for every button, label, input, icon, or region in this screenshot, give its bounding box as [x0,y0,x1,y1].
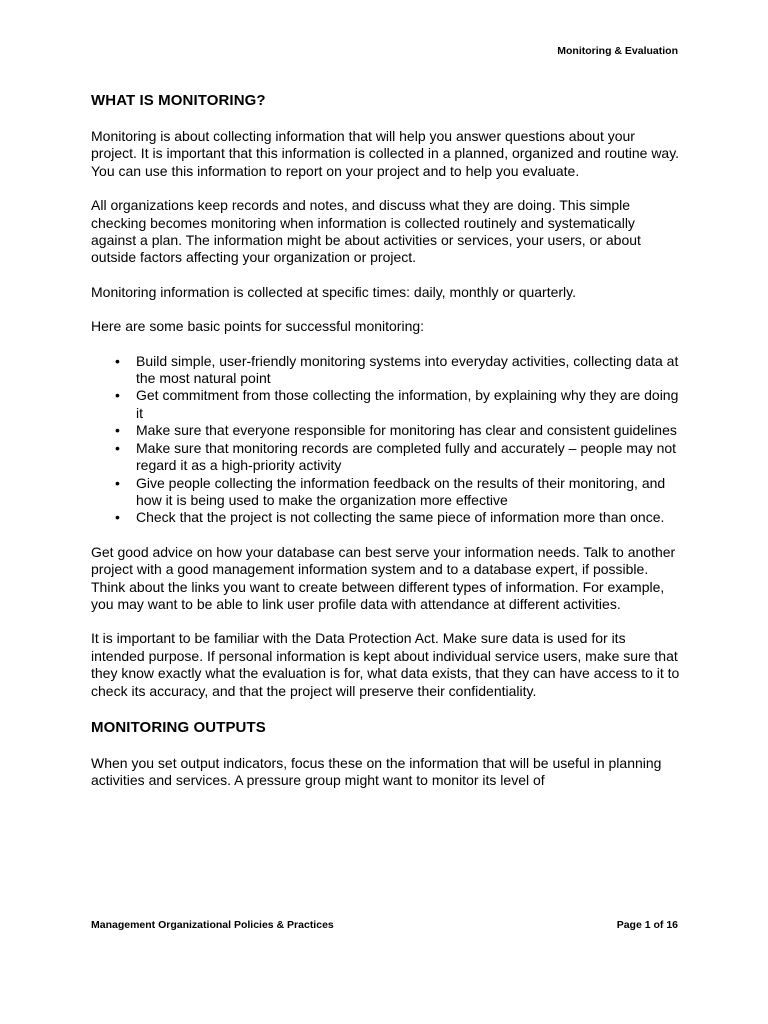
list-item-text: Make sure that monitoring records are completed fully and accurately – people may not regard it as a high-priority activity [136,439,677,474]
list-item [91,440,681,475]
list-item-text: Make sure that everyone responsible for monitoring has clear and consistent guidelines [136,422,677,439]
paragraph: Monitoring information is collected at specific times: daily, monthly or quarterly. [91,283,577,300]
paragraph: All organizations keep records and notes, and discuss what they are doing. This simple checking becomes monitoring when information is collected routinely and systematically against a plan. The information might be about activities or services, your users, or about outside factors affecting your organization or project. [91,197,641,266]
bullet-icon: • [115,509,120,526]
paragraph: It is important to be familiar with the Data Protection Act. Make sure data is used for its intended purpose. If personal information is kept about individual service users, make sure that they know exactly what the evaluation is for, what data exists, that they can have access to it to check its accuracy, and that the project will preserve their confidentiality. [91,630,680,699]
list-item [91,387,681,422]
monitoring-points-list [91,353,681,527]
page-number: Page 1 of 16 [616,919,678,931]
list-item-text: Build simple, user-friendly monitoring systems into everyday activities, collecting data at the most natural point [136,352,679,387]
page-body [91,90,681,790]
running-header: Monitoring & Evaluation [557,45,678,57]
list-item [91,422,681,439]
paragraph: Get good advice on how your database can best serve your information needs. Talk to another project with a good management information system and to a database expert, if possible. Think about the links you want to create between different types of information. For example, you may want to be able to link user profile data with attendance at different activities. [91,543,676,612]
section-heading-what-is-monitoring: WHAT IS MONITORING? [91,92,266,109]
list-item-text: Check that the project is not collecting the same piece of information more than once. [136,509,665,526]
paragraph: When you set output indicators, focus these on the information that will be useful in planning activities and services. A pressure group might want to monitor its level of [91,754,662,789]
list-item-text: Give people collecting the information feedback on the results of their monitoring, and how it is being used to make the organization more effective [136,474,666,508]
list-item [91,475,681,510]
list-item [91,509,681,526]
footer-title: Management Organizational Policies & Practices [91,919,334,931]
section-heading-monitoring-outputs: MONITORING OUTPUTS [91,718,266,736]
bullet-icon: • [115,387,120,404]
list-item [91,353,681,388]
bullet-icon: • [115,422,120,439]
list-item-text: Get commitment from those collecting the information, by explaining why they are doing it [136,387,679,421]
paragraph: Here are some basic points for successful monitoring: [91,318,425,335]
bullet-icon: • [115,352,120,369]
bullet-icon: • [115,439,120,456]
bullet-icon: • [115,474,120,491]
paragraph: Monitoring is about collecting information that will help you answer questions about your project. It is important that this information is collected in a planned, organized and routine way. You can use this information to report on your project and to help you evaluate. [91,128,680,179]
